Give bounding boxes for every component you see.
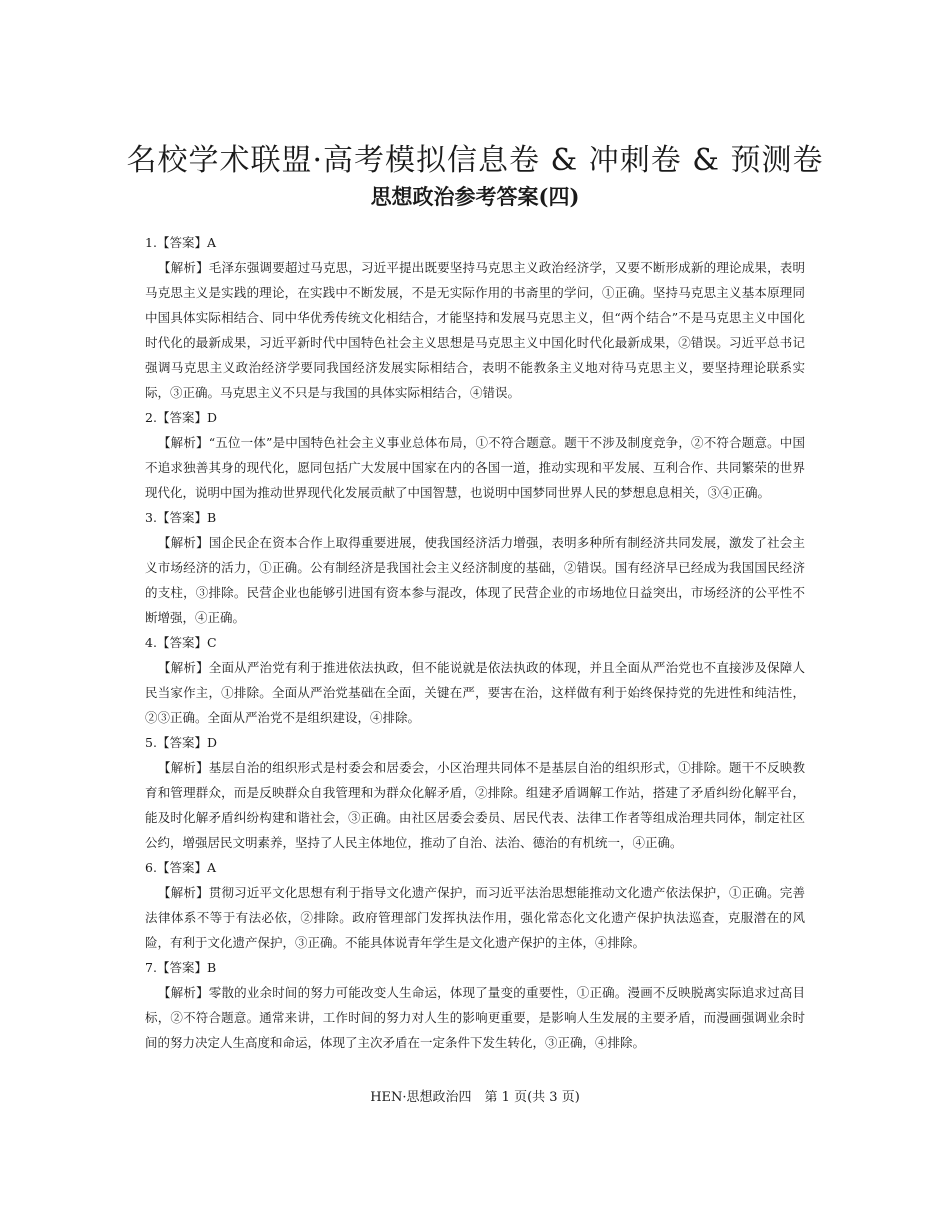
answer-explanation: 【解析】全面从严治党有利于推进依法执政，但不能说就是依法执政的体现，并且全面从严治党也不直接涉及保障人民当家作主，①排除。全面从严治党基础在全面，关键在严，要害在治，这样做有利于始终保持党的先进性和纯洁性，②③正确。全面从严治党不是组织建设，④排除。 [145, 660, 805, 725]
question-item [145, 955, 805, 1055]
answer-explanation: 【解析】贯彻习近平文化思想有利于指导文化遗产保护，而习近平法治思想能推动文化遗产依法保护，①正确。完善法律体系不等于有法必依，②排除。政府管理部门发挥执法作用，强化常态化文化遗产保护执法巡查，克服潜在的风险，有利于文化遗产保护，③正确。不能具体说青年学生是文化遗产保护的主体，④排除。 [145, 885, 805, 950]
answer-text: 【答案】D [156, 410, 217, 425]
question-item [145, 855, 805, 955]
question-answer-line [145, 730, 805, 755]
answer-text: 【答案】A [156, 235, 216, 250]
question-answer-line [145, 405, 805, 430]
question-number: 4. [145, 635, 157, 650]
question-number: 3. [145, 510, 157, 525]
question-item [145, 730, 805, 855]
question-number: 1. [145, 235, 157, 250]
question-item [145, 630, 805, 730]
question-item [145, 505, 805, 630]
question-answer-line [145, 630, 805, 655]
question-number: 7. [145, 960, 157, 975]
answer-text: 【答案】B [156, 960, 217, 975]
answer-text: 【答案】C [156, 635, 217, 650]
page-footer: HEN·思想政治四 第 1 页(共 3 页) [370, 1090, 580, 1105]
question-item [145, 230, 805, 405]
answer-explanation: 【解析】基层自治的组织形式是村委会和居委会，小区治理共同体不是基层自治的组织形式，①排除。题干不反映教育和管理群众，而是反映群众自我管理和为群众化解矛盾，②排除。组建矛盾调解工作站，搭建了矛盾纠纷化解平台，能及时化解矛盾纠纷构建和谐社会，③正确。由社区居委会委员、居民代表、法律工作者等组成治理共同体，制定社区公约，增强居民文明素养，坚持了人民主体地位，推动了自治、法治、德治的有机统一，④正确。 [145, 760, 805, 850]
document-title: 名校学术联盟·高考模拟信息卷 & 冲刺卷 & 预测卷 [126, 143, 824, 178]
answer-explanation: 【解析】零散的业余时间的努力可能改变人生命运，体现了量变的重要性，①正确。漫画不反映脱离实际追求过高目标，②不符合题意。通常来讲，工作时间的努力对人生的影响更重要，是影响人生发展的主要矛盾，而漫画强调业余时间的努力决定人生高度和命运，体现了主次矛盾在一定条件下发生转化，③正确，④排除。 [145, 985, 805, 1050]
question-answer-line [145, 505, 805, 530]
answer-text: 【答案】A [156, 860, 216, 875]
question-number: 6. [145, 860, 157, 875]
question-item [145, 405, 805, 505]
document-subtitle: 思想政治参考答案(四) [370, 184, 580, 209]
question-answer-line [145, 855, 805, 880]
answer-text: 【答案】B [156, 510, 217, 525]
question-answer-line [145, 955, 805, 980]
question-answer-line [145, 230, 805, 255]
answer-explanation: 【解析】毛泽东强调要超过马克思，习近平提出既要坚持马克思主义政治经济学，又要不断形成新的理论成果，表明马克思主义是实践的理论，在实践中不断发展，不是无实际作用的书斋里的学问，①正确。坚持马克思主义基本原理同中国具体实际相结合、同中华优秀传统文化相结合，才能坚持和发展马克思主义，但“两个结合”不是马克思主义中国化时代化的最新成果，习近平新时代中国特色社会主义思想是马克思主义中国化时代化最新成果，②错误。习近平总书记强调马克思主义政治经济学要同我国经济发展实际相结合，表明不能教条主义地对待马克思主义，要坚持理论联系实际，③正确。马克思主义不只是与我国的具体实际相结合，④错误。 [145, 260, 805, 400]
answer-list [145, 230, 805, 1055]
answer-text: 【答案】D [156, 735, 217, 750]
question-number: 2. [145, 410, 157, 425]
answer-explanation: 【解析】国企民企在资本合作上取得重要进展，使我国经济活力增强，表明多种所有制经济共同发展，激发了社会主义市场经济的活力，①正确。公有制经济是我国社会主义经济制度的基础，②错误。国有经济早已经成为我国国民经济的支柱，③排除。民营企业也能够引进国有资本参与混改，体现了民营企业的市场地位日益突出，市场经济的公平性不断增强，④正确。 [145, 535, 805, 625]
answer-explanation: 【解析】“五位一体”是中国特色社会主义事业总体布局，①不符合题意。题干不涉及制度竞争，②不符合题意。中国不追求独善其身的现代化，愿同包括广大发展中国家在内的各国一道，推动实现和平发展、互利合作、共同繁荣的世界现代化，说明中国为推动世界现代化发展贡献了中国智慧，也说明中国梦同世界人民的梦想息息相关，③④正确。 [145, 435, 805, 500]
question-number: 5. [145, 735, 157, 750]
